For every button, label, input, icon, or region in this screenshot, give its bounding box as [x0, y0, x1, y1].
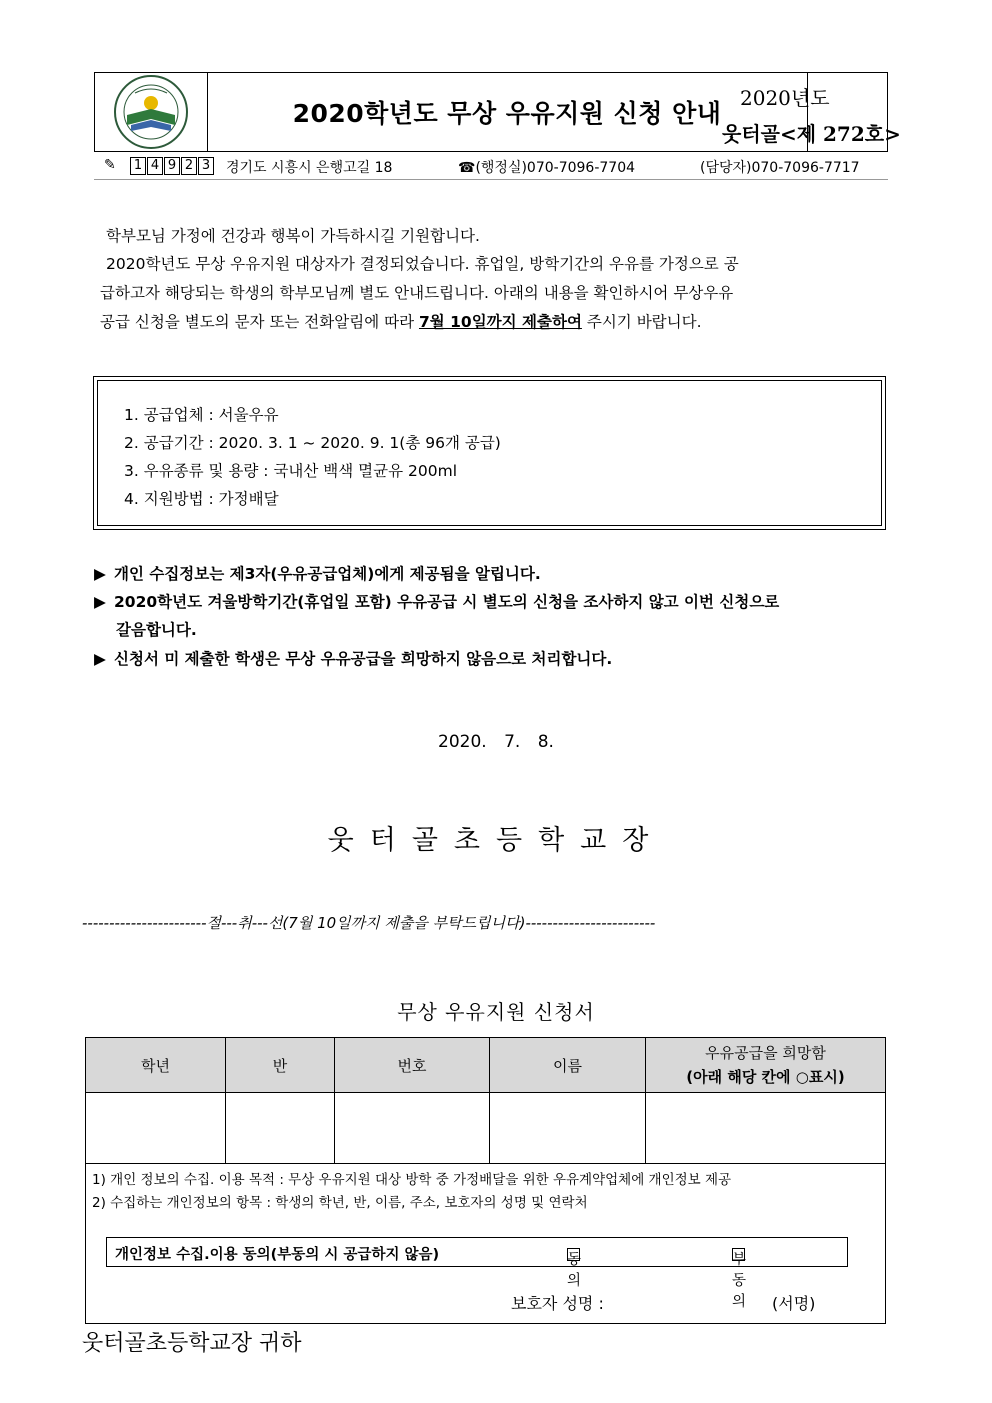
col-grade: 학년 [86, 1038, 226, 1093]
intro-line-1: 2020학년도 무상 우유지원 대상자가 결정되었습니다. 휴업일, 방학기간의 우유를 가정으로 공 [106, 255, 739, 273]
application-form-table [85, 1037, 886, 1164]
school-logo [95, 73, 208, 151]
phone-handset-icon: ✎ [104, 157, 116, 173]
form-title: 무상 우유지원 신청서 [397, 1000, 595, 1024]
info-box-inner [97, 380, 882, 526]
issue-number: 웃터골<제 272호> [722, 122, 901, 146]
notice-3-text: 신청서 미 제출한 학생은 무상 우유공급을 희망하지 않음으로 처리합니다. [114, 650, 613, 668]
zip-digit: 2 [181, 157, 197, 175]
name-cell[interactable] [490, 1093, 646, 1164]
col-class: 반 [226, 1038, 335, 1093]
admin-phone: ☎(행정실)070-7096-7704 [458, 160, 636, 176]
info-item: 4. 지원방법 : 가정배달 [124, 490, 279, 508]
privacy-notes [85, 1158, 886, 1324]
info-item: 3. 우유종류 및 용량 : 국내산 백색 멸균유 200ml [124, 462, 458, 480]
consent-label: 개인정보 수집.이용 동의(부동의 시 공급하지 않음) [115, 1247, 440, 1263]
privacy-note-2: 2) 수집하는 개인정보의 항목 : 학생의 학년, 반, 이름, 주소, 보호자의 성명 및 연락처 [92, 1195, 588, 1211]
greeting: 학부모님 가정에 건강과 행복이 가득하시길 기원합니다. [106, 227, 480, 245]
intro-line-3-text: 공급 신청을 별도의 문자 또는 전화알림에 따라 [100, 313, 419, 331]
title-cell [207, 73, 808, 151]
table-header-row [86, 1038, 886, 1093]
sign-mark: (서명) [772, 1294, 816, 1313]
class-cell[interactable] [226, 1093, 335, 1164]
addressee: 웃터골초등학교장 귀하 [82, 1331, 302, 1356]
arrow-right-icon: ▶ [94, 650, 106, 668]
notice-3 [94, 647, 612, 669]
notice-1-text: 개인 수집정보는 제3자(우유공급업체)에게 제공됨을 알립니다. [114, 565, 541, 583]
intro-line-3 [100, 308, 702, 336]
info-item: 1. 공급업체 : 서울우유 [124, 406, 279, 424]
staff-phone: (담당자)070-7096-7717 [700, 160, 860, 176]
info-item: 2. 공급기간 : 2020. 3. 1 ~ 2020. 9. 1(총 96개 공급) [124, 434, 501, 452]
principal-signature: 웃터골초등학교장 [327, 825, 665, 856]
notice-2-continued: 갈음합니다. [116, 621, 197, 639]
col-hope [646, 1038, 886, 1093]
privacy-note-1: 1) 개인 정보의 수집. 이용 목적 : 무상 우유지원 대상 방학 중 가정배달을 위한 우유계약업체에 개인정보 제공 [92, 1172, 732, 1188]
intro-line-3-end: 주시기 바랍니다. [581, 313, 702, 331]
issue-date: 2020. 7. 8. [438, 732, 554, 752]
arrow-right-icon: ▶ [94, 565, 106, 583]
notice-1 [94, 562, 541, 584]
issue-year: 2020년도 [740, 86, 830, 110]
intro-line-2: 급하고자 해당되는 학생의 학부모님께 별도 안내드립니다. 아래의 내용을 확인하시어 무상우유 [100, 284, 734, 302]
number-cell[interactable] [335, 1093, 490, 1164]
zip-digit: 4 [147, 157, 163, 175]
col-number: 번호 [335, 1038, 490, 1093]
zip-digit: 9 [164, 157, 180, 175]
contact-line [94, 152, 888, 180]
cut-line: -----------------------절---취---선(7월 10일까지 제출을 부탁드립니다)------------------------ [82, 914, 656, 932]
info-box [93, 376, 886, 530]
page-title: 2020학년도 무상 우유지원 신청 안내 [292, 99, 722, 128]
agree-label: 동의 [567, 1252, 582, 1289]
notice-2 [94, 590, 779, 612]
grade-cell[interactable] [86, 1093, 226, 1164]
deadline-emphasis: 7월 10일까지 제출하여 [418, 313, 582, 331]
address: 경기도 시흥시 은행고길 18 [226, 160, 393, 176]
guardian-sign-label: 보호자 성명 : [511, 1294, 604, 1313]
zip-digit: 1 [130, 157, 146, 175]
table-row [86, 1093, 886, 1164]
hope-cell[interactable] [646, 1093, 886, 1164]
col-name: 이름 [490, 1038, 646, 1093]
arrow-right-icon: ▶ [94, 593, 106, 611]
col-hope-line-2: (아래 해당 칸에 ○표시) [686, 1068, 845, 1086]
zip-code [130, 157, 215, 175]
school-emblem-icon [95, 73, 207, 151]
zip-digit: 3 [198, 157, 214, 175]
disagree-label: 부동의 [732, 1252, 747, 1310]
notice-2-text: 2020학년도 겨울방학기간(휴업일 포함) 우유공급 시 별도의 신청을 조사하지 않고 이번 신청으로 [114, 593, 780, 611]
col-hope-line-1: 우유공급을 희망함 [705, 1044, 826, 1062]
